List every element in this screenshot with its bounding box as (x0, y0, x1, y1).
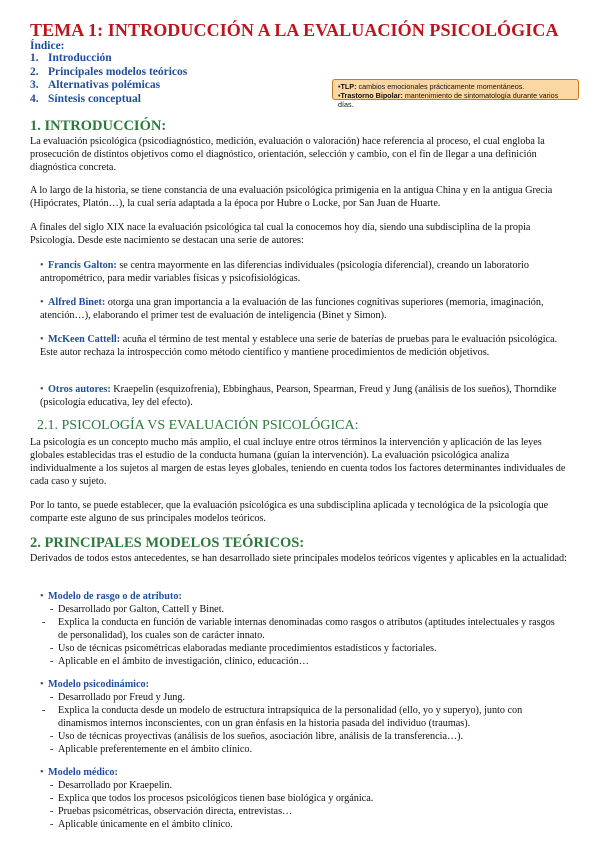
model-item-text: Uso de técnicas psicométricas elaboradas mediante procedimientos estadísticos y factoriales. (58, 643, 437, 654)
author-item: • Francis Galton: se centra mayormente en las diferencias individuales (psicología diferencial), creando un laboratorio antropométrico, para medir variables físicas y psicofisiológicas. (40, 260, 529, 284)
index-item[interactable] (30, 93, 187, 107)
model-name: Modelo médico: (48, 767, 118, 778)
section-heading-modelos: 2. PRINCIPALES MODELOS TEÓRICOS: (30, 535, 305, 551)
model-list-item: - Explica la conducta desde un modelo de estructura intrapsíquica de la personalidad (ello, yo y superyo), junto con dinamismos internos inconscientes, con un gran énfasis en la historia pasada del individuo (traumas). (42, 705, 523, 729)
model-heading: • Modelo psicodinámico: (40, 679, 150, 690)
paragraph-intro1: La evaluación psicológica (psicodiagnóstico, medición, evaluación o valoración) hace referencia al proceso, el cual engloba la prosecución de distintos objetivos como el diagnóstico, orientación, selección y cambio, con el fin de llegar a una definición diagnóstica concreta. (30, 136, 545, 173)
model-item-text: Desarrollado por Galton, Cattell y Binet. (58, 604, 225, 615)
author-item: • Otros autores: Kraepelin (esquizofrenia), Ebbinghaus, Pearson, Spearman, Freud y Jung (análisis de los sueños), Thorndike (psicología educativa, ley del efecto). (40, 384, 557, 408)
note-text: cambios emocionales prácticamente momentáneos. (356, 82, 525, 91)
model-list-item: - Aplicable en el ámbito de investigación, clínico, educación… (50, 656, 309, 667)
paragraph-intro3: A finales del siglo XIX nace la evaluación psicológica tal cual la conocemos hoy día, siendo una subdisciplina de la propia Psicología. Desde este nacimiento se destacan una serie de autores: (30, 222, 531, 246)
model-item-text: Desarrollado por Freud y Jung. (58, 692, 186, 703)
model-list-item: - Explica que todos los procesos psicológicos tienen base biológica y orgánica. (50, 793, 374, 804)
document-title: TEMA 1: INTRODUCCIÓN A LA EVALUACIÓN PSICOLÓGICA (30, 20, 559, 40)
index-item-number: 1. (30, 52, 39, 64)
paragraph-psy2: Por lo tanto, se puede establecer, que la evaluación psicológica es una subdisciplina aplicada y tecnológica de la psicología que comparte este alguno de sus principales modelos teóricos. (30, 500, 549, 524)
model-item-text: Aplicable únicamente en el ámbito clínico. (58, 819, 233, 830)
author-name: Francis Galton: (48, 260, 117, 271)
section-heading-psicologia-vs-evaluacion: 2.1. PSICOLOGÍA VS EVALUACIÓN PSICOLÓGICA: (37, 418, 359, 433)
index-item-number: 2. (30, 65, 39, 78)
author-text: se centra mayormente en las diferencias individuales (psicología diferencial), creando un laboratorio antropométrico, para medir variables físicas y psicofisiológicas. (40, 260, 529, 284)
note-term: TLP: (340, 82, 357, 91)
index-item-label: Síntesis conceptual (48, 92, 141, 105)
author-name: McKeen Cattell: (48, 334, 121, 345)
model-item-text: Aplicable preferentemente en el ámbito clínico. (58, 744, 253, 755)
model-item-text: Desarrollado por Kraepelin. (58, 780, 172, 791)
model-list-item: - Aplicable únicamente en el ámbito clínico. (50, 819, 233, 830)
note-term: Trastorno Bipolar: (340, 91, 403, 100)
model-item-text: Explica la conducta desde un modelo de estructura intrapsíquica de la personalidad (ello, yo y superyo), junto con dinamismos internos inconscientes, con un gran énfasis en la historia pasada del individuo (traumas). (58, 705, 523, 729)
model-item-text: Explica la conducta en función de variable internas denominadas como rasgos o atributos (aptitudes intelectuales y rasgos de personalidad), los cuales son de carácter innato. (58, 617, 555, 641)
author-text: acuña el término de test mental y establece una serie de baterías de pruebas para le evaluación psicológica. Este autor rechaza la introspección como método científico y mantiene procedimientos de medición objetivos. (40, 334, 558, 358)
model-heading: • Modelo de rasgo o de atributo: (40, 591, 182, 602)
paragraph-intro2: A lo largo de la historia, se tiene constancia de una evaluación psicológica primigenia en la antigua China y en la antigua Grecia (Hipócrates, Platón…), la cual sería adaptada a la época por Hubre o Locke, por San Juan de Huarte. (30, 185, 553, 209)
model-list-item: - Desarrollado por Freud y Jung. (50, 692, 186, 703)
author-name: Alfred Binet: (48, 297, 106, 308)
author-name: Otros autores: (48, 384, 111, 395)
note-text: mantenimiento de sintomatología durante varios días. (338, 91, 559, 109)
author-item: • McKeen Cattell: acuña el término de test mental y establece una serie de baterías de pruebas para le evaluación psicológica. Este autor rechaza la introspección como método científico y mantiene procedimientos de medición objetivos. (40, 334, 558, 358)
model-list-item: - Uso de técnicas psicométricas elaboradas mediante procedimientos estadísticos y factoriales. (50, 643, 437, 654)
index-item[interactable] (30, 66, 187, 80)
model-item-text: Uso de técnicas proyectivas (análisis de los sueños, asociación libre, análisis de la transferencia…). (58, 731, 464, 742)
index-item-number: 3. (30, 79, 39, 91)
model-list (42, 691, 565, 756)
author-item: • Alfred Binet: otorga una gran importancia a la evaluación de las funciones cognitivas superiores (memoria, imaginación, atención…), elaborando el primer test de evaluación de inteligencia (Binet y Simon). (40, 297, 544, 321)
author-text: otorga una gran importancia a la evaluación de las funciones cognitivas superiores (memoria, imaginación, atención…), elaborando el primer test de evaluación de inteligencia (Binet y Simon). (40, 297, 544, 321)
model-name: Modelo psicodinámico: (48, 679, 150, 690)
model-name: Modelo de rasgo o de atributo: (48, 591, 182, 602)
model-list-item: - Pruebas psicométricas, observación directa, entrevistas… (50, 806, 293, 817)
paragraph-psy1: La psicología es un concepto mucho más amplio, el cual incluye entre otros términos la intervención y aplicación de las leyes globales establecidas tras el estudio de la conducta humana (guían la intervención). La evaluación psicológica analiza individualmente a los sujetos al margen de estas leyes globales, teniendo en cuenta todos los factores determinantes individuales de cada caso y sujeto. (30, 437, 566, 487)
section-heading-introduccion: 1. INTRODUCCIÓN: (30, 118, 167, 134)
model-list-item: - Desarrollado por Kraepelin. (50, 780, 172, 791)
author-text: Kraepelin (esquizofrenia), Ebbinghaus, Pearson, Spearman, Freud y Jung (análisis de los sueños), Thorndike (psicología educativa, ley del efecto). (40, 384, 557, 408)
model-item-text: Aplicable en el ámbito de investigación, clínico, educación… (58, 656, 309, 667)
paragraph-models-intro: Derivados de todos estos antecedentes, se han desarrollado siete principales modelos teóricos vigentes y aplicables en la actualidad: (30, 553, 567, 564)
model-list (50, 779, 565, 831)
index-item[interactable] (30, 79, 187, 93)
note-line: •TLP: cambios emocionales prácticamente momentáneos. (338, 82, 525, 91)
model-list (42, 603, 565, 668)
index-item-number: 4. (30, 92, 39, 105)
index-item[interactable] (30, 52, 187, 66)
note-box (332, 79, 579, 109)
model-list-item: - Aplicable preferentemente en el ámbito clínico. (50, 744, 253, 755)
index-item-label: Alternativas polémicas (48, 79, 161, 91)
index-item-label: Introducción (48, 52, 112, 64)
model-item-text: Explica que todos los procesos psicológicos tienen base biológica y orgánica. (58, 793, 374, 804)
model-item-text: Pruebas psicométricas, observación directa, entrevistas… (58, 806, 293, 817)
index-list (30, 52, 187, 106)
model-list-item: - Explica la conducta en función de variable internas denominadas como rasgos o atributos (aptitudes intelectuales y rasgos de personalidad), los cuales son de carácter innato. (42, 617, 555, 641)
model-list-item: - Uso de técnicas proyectivas (análisis de los sueños, asociación libre, análisis de la transferencia…). (50, 731, 464, 742)
model-list-item: - Desarrollado por Galton, Cattell y Binet. (50, 604, 225, 615)
model-heading: • Modelo médico: (40, 767, 118, 778)
index-heading: Índice: (30, 40, 65, 52)
note-line: •Trastorno Bipolar: mantenimiento de sintomatología durante varios días. (338, 91, 559, 109)
index-item-label: Principales modelos teóricos (48, 65, 188, 78)
